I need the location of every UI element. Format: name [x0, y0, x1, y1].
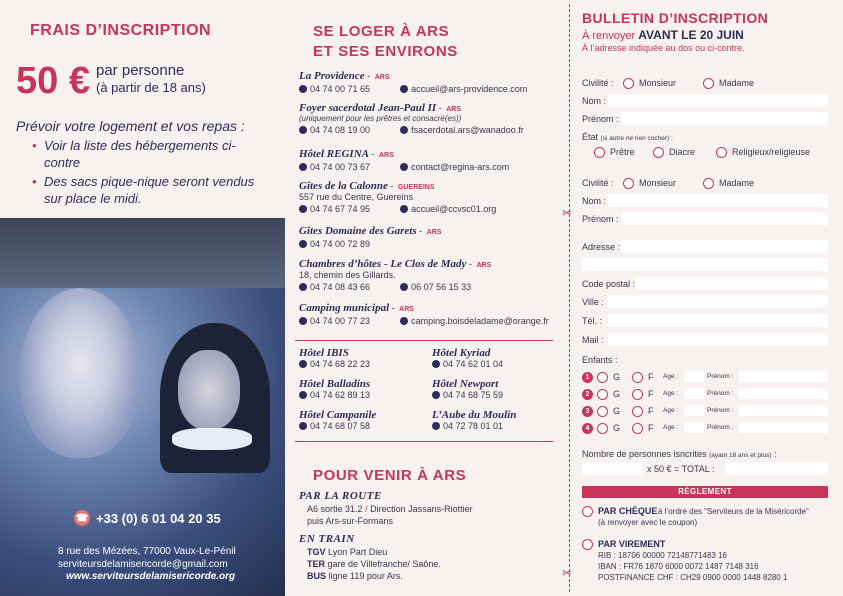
form-title: BULLETIN D’INSCRIPTION — [582, 10, 769, 26]
child-age-label: Age : — [663, 407, 679, 414]
section-divider — [295, 340, 553, 341]
image-shadow — [0, 218, 285, 288]
fee-per-person: par personne — [96, 62, 185, 79]
radio-madame-1[interactable] — [703, 78, 714, 89]
fees-title: FRAIS D’INSCRIPTION — [30, 22, 212, 39]
etat-label — [582, 132, 673, 142]
adresse-input-2[interactable] — [582, 258, 828, 271]
f-label: F — [648, 389, 654, 399]
child-prenom-label: Prénom : — [707, 407, 734, 414]
hotel-item — [299, 378, 370, 401]
child-age-input[interactable] — [684, 422, 704, 433]
madame-label: Madame — [719, 178, 755, 188]
code-postal-label: Code postal : — [582, 279, 636, 289]
child-age-input[interactable] — [684, 405, 704, 416]
ville-label: Ville : — [582, 297, 604, 307]
lodging-email[interactable]: accueil@ars-providence.com — [411, 84, 528, 94]
divine-mercy-image — [0, 218, 285, 596]
adresse-label: Adresse : — [582, 242, 621, 252]
child-age-label: Age : — [663, 373, 679, 380]
form-return-address: À l’adresse indiquée au dos ou ci-contre. — [582, 43, 745, 53]
phone-icon — [299, 85, 307, 93]
lodging-town: GUEREINS — [397, 184, 435, 191]
lodging-phone[interactable]: 04 74 00 71 65 — [310, 84, 371, 94]
plan-text: Prévoir votre logement et vos repas : — [16, 118, 245, 134]
lodging-title-line2: ET SES ENVIRONS — [313, 43, 458, 60]
g-label: G — [613, 372, 621, 382]
lodging-phone[interactable]: 04 74 67 74 95 — [310, 204, 371, 214]
lodging-name: Hôtel REGINA — [299, 148, 369, 160]
nom-label: Nom : — [582, 196, 607, 206]
monsieur-label: Monsieur — [639, 178, 677, 188]
f-label: F — [648, 372, 654, 382]
lodging-name: La Providence — [299, 70, 365, 82]
phone-icon — [400, 283, 408, 291]
lodging-email[interactable]: contact@regina-ars.com — [411, 162, 510, 172]
mail-icon — [400, 126, 408, 134]
hotel-name: Hôtel Kyriad — [432, 347, 491, 359]
lodging-note: (uniquement pour les prêtres et consacré(es)) — [299, 114, 462, 123]
hotel-item — [432, 409, 516, 432]
phone-icon — [299, 391, 307, 399]
radio-religieux[interactable] — [716, 147, 727, 158]
radio-cheque[interactable] — [582, 506, 593, 517]
hotel-name: Hôtel Balladins — [299, 378, 371, 390]
train-detail: gare de Villefranche/ Saône. — [327, 559, 441, 569]
road-direction: Direction Jassans-Riottier — [370, 504, 473, 514]
phone-icon — [299, 205, 307, 213]
count-text: Nombre de personnes isncrites — [582, 449, 707, 459]
phone-icon — [432, 422, 440, 430]
g-label: G — [613, 406, 621, 416]
count-input[interactable] — [582, 462, 642, 475]
scissors-icon: ✂ — [562, 566, 573, 580]
hotel-phone[interactable]: 04 74 62 89 13 — [310, 390, 371, 400]
lodging-name: Foyer sacerdotal Jean-Paul II — [299, 102, 437, 114]
lodging-phone-2[interactable]: 06 07 56 15 33 — [411, 282, 472, 292]
hotel-name: Hôtel Campanile — [299, 409, 377, 421]
nom-input-1[interactable] — [608, 94, 828, 107]
hotel-phone[interactable]: 04 72 78 01 01 — [443, 421, 504, 431]
contact-address: 8 rue des Mézées, 77000 Vaux-Le-Pénil — [58, 546, 236, 557]
child-number-badge: 4 — [582, 423, 593, 434]
lodging-title-line1: SE LOGER À ARS — [313, 23, 450, 40]
phone-icon — [299, 240, 307, 248]
train-line — [307, 559, 441, 569]
scissors-icon: ✂ — [562, 206, 573, 220]
phone-icon — [299, 163, 307, 171]
lodging-name: Chambres d’hôtes - Le Clos de Mady — [299, 258, 467, 270]
lodging-item: La Providence - ARS 04 74 00 71 65 accueil@ars-providence.com — [299, 70, 528, 94]
fee-age-note: (à partir de 18 ans) — [96, 80, 206, 95]
phone-icon — [432, 391, 440, 399]
road-exit: A6 sortie 31.2 — [307, 504, 363, 514]
lodging-phone[interactable]: 04 74 08 43 66 — [310, 282, 371, 292]
sister-collar — [172, 428, 252, 450]
diacre-label: Diacre — [669, 147, 696, 157]
lodging-town: ARS — [399, 306, 414, 313]
reglement-bar: RÈGLEMENT — [582, 486, 828, 498]
lodging-name: Gîtes de la Calonne — [299, 180, 388, 192]
iban-line: IBAN : FR76 1870 6000 0072 1487 7148 316 — [598, 562, 759, 571]
f-label: F — [648, 423, 654, 433]
lodging-email[interactable]: accueil@ccvsc01.org — [411, 204, 497, 214]
hotel-item — [432, 347, 503, 370]
train-detail: ligne 119 pour Ars. — [328, 571, 403, 581]
hotel-name: Hôtel Newport — [432, 378, 499, 390]
road-directions — [307, 504, 473, 514]
radio-child-f[interactable] — [632, 389, 643, 400]
bullet-picnic: • Des sacs pique-nique seront vendus sur place le midi. — [44, 173, 264, 207]
cheque-heading: PAR CHÈQUE — [598, 506, 658, 516]
train-line — [307, 571, 403, 581]
route-title: POUR VENIR À ARS — [313, 467, 467, 484]
total-input[interactable] — [725, 462, 828, 475]
count-note: (ayant 18 ans et plus) — [709, 452, 772, 459]
jesus-portrait — [20, 288, 140, 458]
lodging-item: Chambres d’hôtes - Le Clos de Mady - ARS 18, chemin des Gillards. 04 74 08 43 66 06 07 56 15 33 — [299, 258, 549, 292]
virement-heading: PAR VIREMENT — [598, 539, 666, 549]
hotel-phone[interactable]: 04 74 62 01 04 — [443, 359, 504, 369]
lodging-email[interactable]: camping.boisdeladame@orange.fr — [411, 316, 549, 326]
postfinance-line: POSTFINANCE CHF : CH29 0900 0000 1448 8280 1 — [598, 573, 788, 582]
train-mode: BUS — [307, 571, 327, 581]
prenom-label: Prénom : — [582, 114, 619, 124]
child-age-label: Age : — [663, 390, 679, 397]
child-number-badge: 3 — [582, 406, 593, 417]
form-return — [582, 28, 744, 42]
lodging-item: Camping municipal - ARS 04 74 00 77 23 camping.boisdeladame@orange.fr — [299, 302, 549, 326]
prenom-input-2[interactable] — [621, 212, 828, 225]
g-label: G — [613, 423, 621, 433]
radio-child-g[interactable] — [597, 423, 608, 434]
cut-line — [569, 4, 570, 592]
count-label — [582, 449, 777, 459]
child-prenom-input[interactable] — [739, 405, 828, 416]
child-number-badge: 1 — [582, 372, 593, 383]
ville-input[interactable] — [608, 295, 828, 308]
phone-icon — [299, 360, 307, 368]
bullet-lodging-list: • Voir la liste des hébergements ci-contre — [44, 137, 264, 171]
train-mode: TGV — [307, 547, 326, 557]
phone-icon — [299, 126, 307, 134]
phone-icon — [299, 422, 307, 430]
radio-diacre[interactable] — [653, 147, 664, 158]
child-prenom-input[interactable] — [739, 371, 828, 382]
pretre-label: Prêtre — [610, 147, 635, 157]
radio-monsieur-1[interactable] — [623, 78, 634, 89]
f-label: F — [648, 406, 654, 416]
hotel-phone[interactable]: 04 74 68 75 59 — [443, 390, 504, 400]
lodging-phone[interactable]: 04 74 00 77 23 — [310, 316, 371, 326]
count-colon: : — [771, 449, 777, 459]
contact-phone[interactable] — [74, 510, 221, 526]
child-prenom-input[interactable] — [739, 422, 828, 433]
prenom-input-1[interactable] — [621, 112, 828, 125]
child-age-input[interactable] — [684, 388, 704, 399]
return-deadline: AVANT LE 20 JUIN — [638, 28, 744, 42]
radio-child-f[interactable] — [632, 423, 643, 434]
child-prenom-label: Prénom : — [707, 373, 734, 380]
lodging-item: Foyer sacerdotal Jean-Paul II - ARS (uniquement pour les prêtres et consacré(es)) 04 74 08 19 00 fsacerdotal.ars@wanadoo.fr — [299, 102, 549, 135]
lodging-phone[interactable]: 04 74 08 19 00 — [310, 125, 371, 135]
g-label: G — [613, 389, 621, 399]
road-separator: / — [365, 504, 368, 514]
lodging-name: Camping municipal — [299, 302, 390, 314]
total-label: x 50 € = TOTAL : — [647, 464, 715, 474]
civility-label: Civilité : — [582, 78, 614, 88]
lodging-phone[interactable]: 04 74 00 72 89 — [310, 239, 371, 249]
monsieur-label: Monsieur — [639, 78, 677, 88]
mail-icon — [400, 317, 408, 325]
hotel-name: Hôtel IBIS — [299, 347, 349, 359]
prenom-label: Prénom : — [582, 214, 619, 224]
hotel-phone[interactable]: 04 74 68 07 58 — [310, 421, 371, 431]
lodging-item: Gîtes de la Calonne - GUEREINS 557 rue du Centre, Guereins 04 74 67 74 95 accueil@ccvsc01.org — [299, 180, 549, 214]
lodging-email[interactable]: fsacerdotal.ars@wanadoo.fr — [411, 125, 524, 135]
nom-input-2[interactable] — [608, 194, 828, 207]
child-age-label: Age : — [663, 424, 679, 431]
road-directions-2: puis Ars-sur-Formans — [307, 516, 394, 526]
lodging-item: Gîtes Domaine des Garets - ARS 04 74 00 72 89 — [299, 225, 442, 249]
mail-icon — [400, 85, 408, 93]
registration-form — [555, 0, 843, 596]
lodging-town: ARS — [374, 74, 390, 81]
fee-amount: 50 € — [16, 60, 90, 102]
radio-madame-2[interactable] — [703, 178, 714, 189]
contact-phone-number: +33 (0) 6 01 04 20 35 — [96, 510, 221, 526]
madame-label: Madame — [719, 78, 755, 88]
lodging-address: 557 rue du Centre, Guereins — [299, 192, 414, 202]
tel-label: Tél. : — [582, 316, 603, 326]
mail-input[interactable] — [608, 333, 828, 346]
hotel-item — [299, 347, 370, 370]
road-heading: PAR LA ROUTE — [299, 490, 382, 502]
code-postal-input[interactable] — [635, 277, 828, 290]
cheque-text: à l’ordre des “Serviteurs de la Miséricorde” — [658, 507, 809, 516]
lodging-town: ARS — [378, 152, 394, 159]
child-prenom-label: Prénom : — [707, 424, 734, 431]
mail-icon — [400, 205, 408, 213]
lodging-name: Gîtes Domaine des Garets — [299, 225, 417, 237]
rib-line: RIB : 18706 00000 72148771483 16 — [598, 551, 728, 560]
lodging-town: ARS — [476, 262, 492, 269]
radio-monsieur-2[interactable] — [623, 178, 634, 189]
mail-icon — [400, 163, 408, 171]
lodging-address: 18, chemin des Gillards. — [299, 270, 396, 280]
sister-portrait — [178, 350, 240, 430]
mail-label: Mail : — [582, 335, 604, 345]
radio-child-g[interactable] — [597, 372, 608, 383]
train-mode: TER — [307, 559, 325, 569]
radio-pretre[interactable] — [594, 147, 605, 158]
lodging-town: ARS — [446, 106, 461, 113]
lodging-town: ARS — [426, 229, 442, 236]
hotel-name: L’Aube du Moulin — [432, 409, 517, 421]
lodging-phone[interactable]: 04 74 00 73 67 — [310, 162, 371, 172]
child-age-input[interactable] — [684, 371, 704, 382]
contact-website[interactable]: www.serviteursdelamisericorde.org — [66, 571, 236, 582]
contact-email[interactable]: serviteursdelamisericorde@gmail.com — [58, 559, 228, 570]
child-prenom-input[interactable] — [739, 388, 828, 399]
radio-virement[interactable] — [582, 539, 593, 550]
lodging-panel — [285, 0, 555, 596]
radio-child-f[interactable] — [632, 372, 643, 383]
phone-icon: ☎ — [74, 510, 90, 526]
radio-child-f[interactable] — [632, 406, 643, 417]
civility-label: Civilité : — [582, 178, 614, 188]
section-divider — [295, 441, 553, 442]
child-prenom-label: Prénom : — [707, 390, 734, 397]
lodging-item: Hôtel REGINA - ARS 04 74 00 73 67 contact@regina-ars.com — [299, 148, 510, 172]
lodging-title — [313, 22, 458, 62]
etat-text: État — [582, 132, 599, 142]
phone-icon — [432, 360, 440, 368]
etat-note: (si autre ne rien cocher) : — [600, 135, 673, 142]
hotel-item — [432, 378, 503, 401]
train-line — [307, 547, 387, 557]
tel-input[interactable] — [608, 314, 828, 327]
train-detail: Lyon Part Dieu — [328, 547, 388, 557]
radio-child-g[interactable] — [597, 406, 608, 417]
child-number-badge: 2 — [582, 389, 593, 400]
cheque-note: (à renvoyer avec le coupon) — [598, 518, 698, 527]
hotel-phone[interactable]: 04 74 68 22 23 — [310, 359, 371, 369]
adresse-input[interactable] — [621, 240, 828, 253]
return-prefix: À renvoyer — [582, 30, 636, 42]
phone-icon — [299, 317, 307, 325]
phone-icon — [299, 283, 307, 291]
train-heading: EN TRAIN — [299, 533, 355, 545]
hotel-item — [299, 409, 376, 432]
nom-label: Nom : — [582, 96, 607, 106]
radio-child-g[interactable] — [597, 389, 608, 400]
enfants-label: Enfants : — [582, 355, 618, 365]
fees-panel — [0, 0, 285, 596]
religieux-label: Religieux/religieuse — [732, 147, 811, 157]
